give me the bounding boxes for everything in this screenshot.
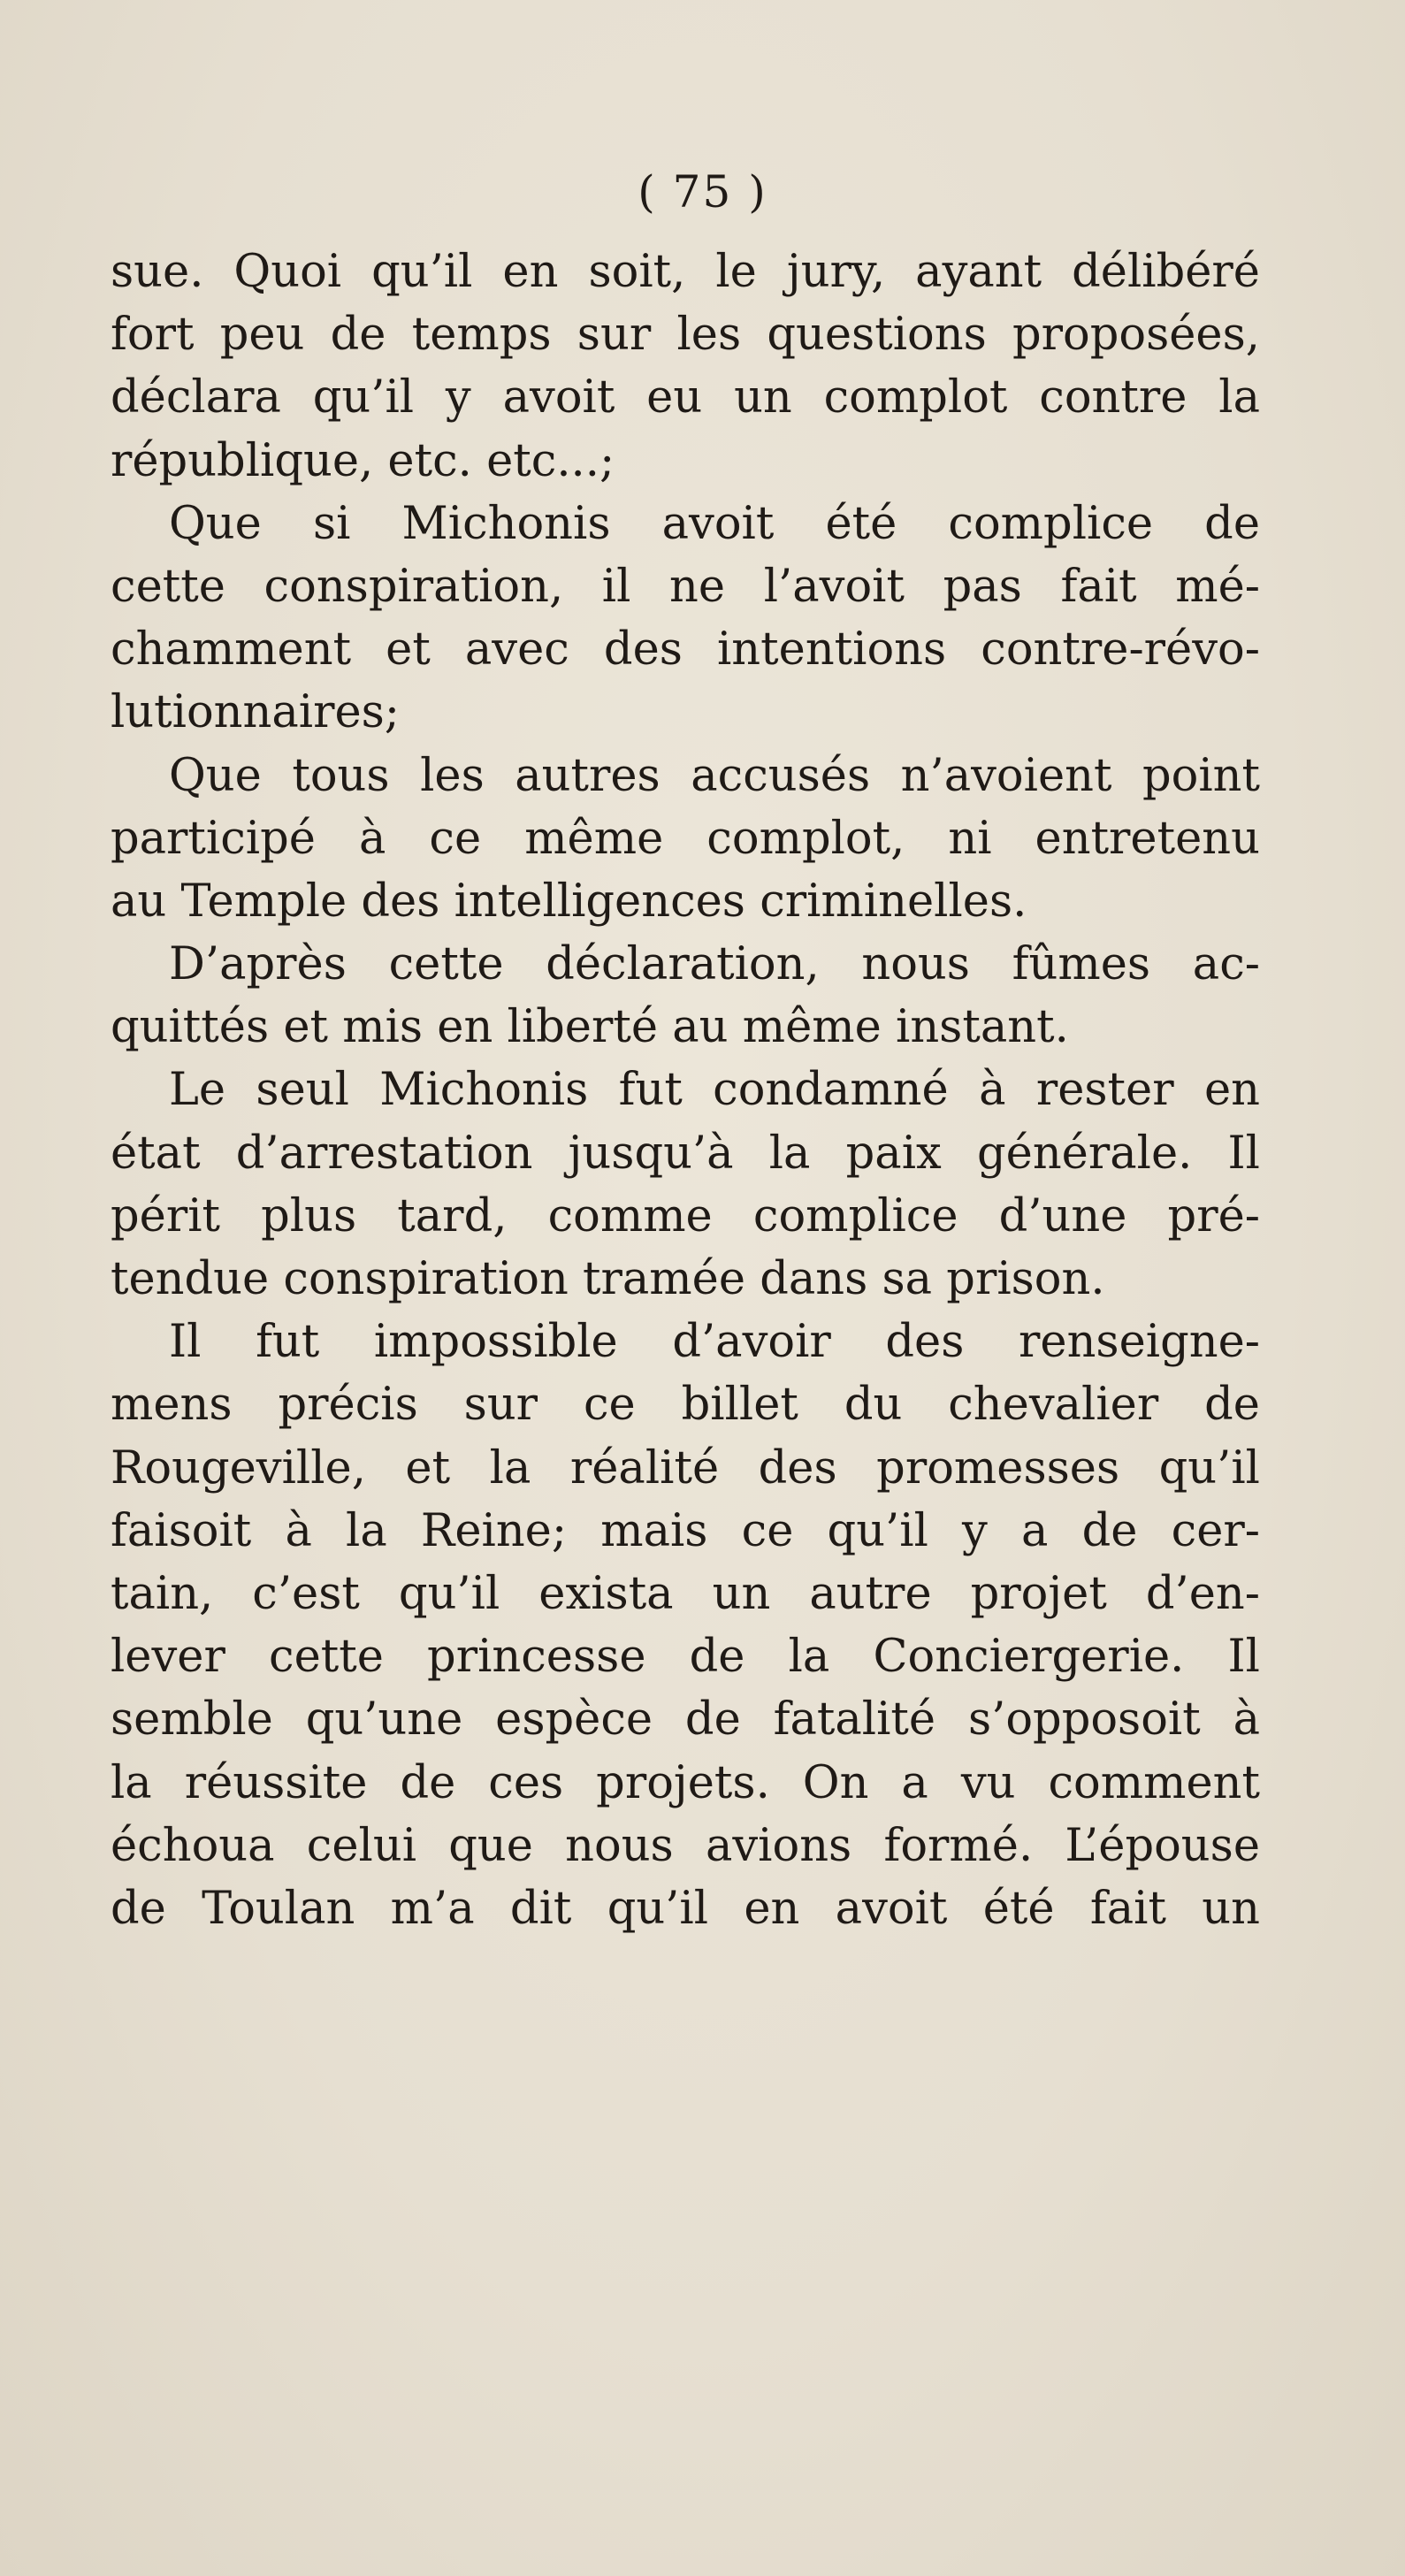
text-line: Que si Michonis avoit été complice de	[169, 497, 1260, 550]
text-line: semble qu’une espèce de fatalité s’opposoit à	[111, 1693, 1260, 1747]
text-line: échoua celui que nous avions formé. L’épouse	[111, 1819, 1260, 1872]
text-line: la réussite de ces projets. On a vu comment	[111, 1756, 1260, 1809]
text-line: D’après cette déclaration, nous fûmes ac-	[169, 938, 1260, 991]
text-line: république, etc. etc...;	[111, 434, 615, 487]
text-line: Il fut impossible d’avoir des renseigne-	[169, 1316, 1260, 1369]
body-text	[111, 241, 1260, 1940]
text-line: périt plus tard, comme complice d’une pré-	[111, 1189, 1260, 1242]
text-line: sue. Quoi qu’il en soit, le jury, ayant délibéré	[111, 246, 1260, 298]
page-number: ( 75 )	[638, 166, 767, 218]
text-line: cette conspiration, il ne l’avoit pas fait mé-	[111, 560, 1260, 613]
text-line: de Toulan m’a dit qu’il en avoit été fait un	[111, 1882, 1260, 1935]
text-line: Rougeville, et la réalité des promesses qu’il	[111, 1441, 1260, 1494]
text-line: déclara qu’il y avoit eu un complot contre la	[111, 371, 1260, 424]
text-line: lutionnaires;	[111, 686, 400, 739]
text-line: quittés et mis en liberté au même instant.	[111, 1001, 1069, 1054]
text-line: faisoit à la Reine; mais ce qu’il y a de cer-	[111, 1504, 1260, 1557]
text-line: participé à ce même complot, ni entretenu	[111, 812, 1260, 865]
text-line: Le seul Michonis fut condamné à rester en	[169, 1064, 1260, 1117]
text-line: état d’arrestation jusqu’à la paix générale. Il	[111, 1127, 1260, 1180]
text-line: chamment et avec des intentions contre-révo-	[111, 623, 1260, 676]
text-line: au Temple des intelligences criminelles.	[111, 875, 1027, 928]
text-line: tendue conspiration tramée dans sa prison.	[111, 1253, 1105, 1305]
text-line: lever cette princesse de la Conciergerie. Il	[111, 1631, 1260, 1684]
text-line: fort peu de temps sur les questions proposées,	[111, 309, 1260, 362]
text-line: mens précis sur ce billet du chevalier de	[111, 1379, 1260, 1432]
text-line: Que tous les autres accusés n’avoient point	[169, 749, 1260, 802]
text-line: tain, c’est qu’il exista un autre projet d’en-	[111, 1567, 1260, 1620]
